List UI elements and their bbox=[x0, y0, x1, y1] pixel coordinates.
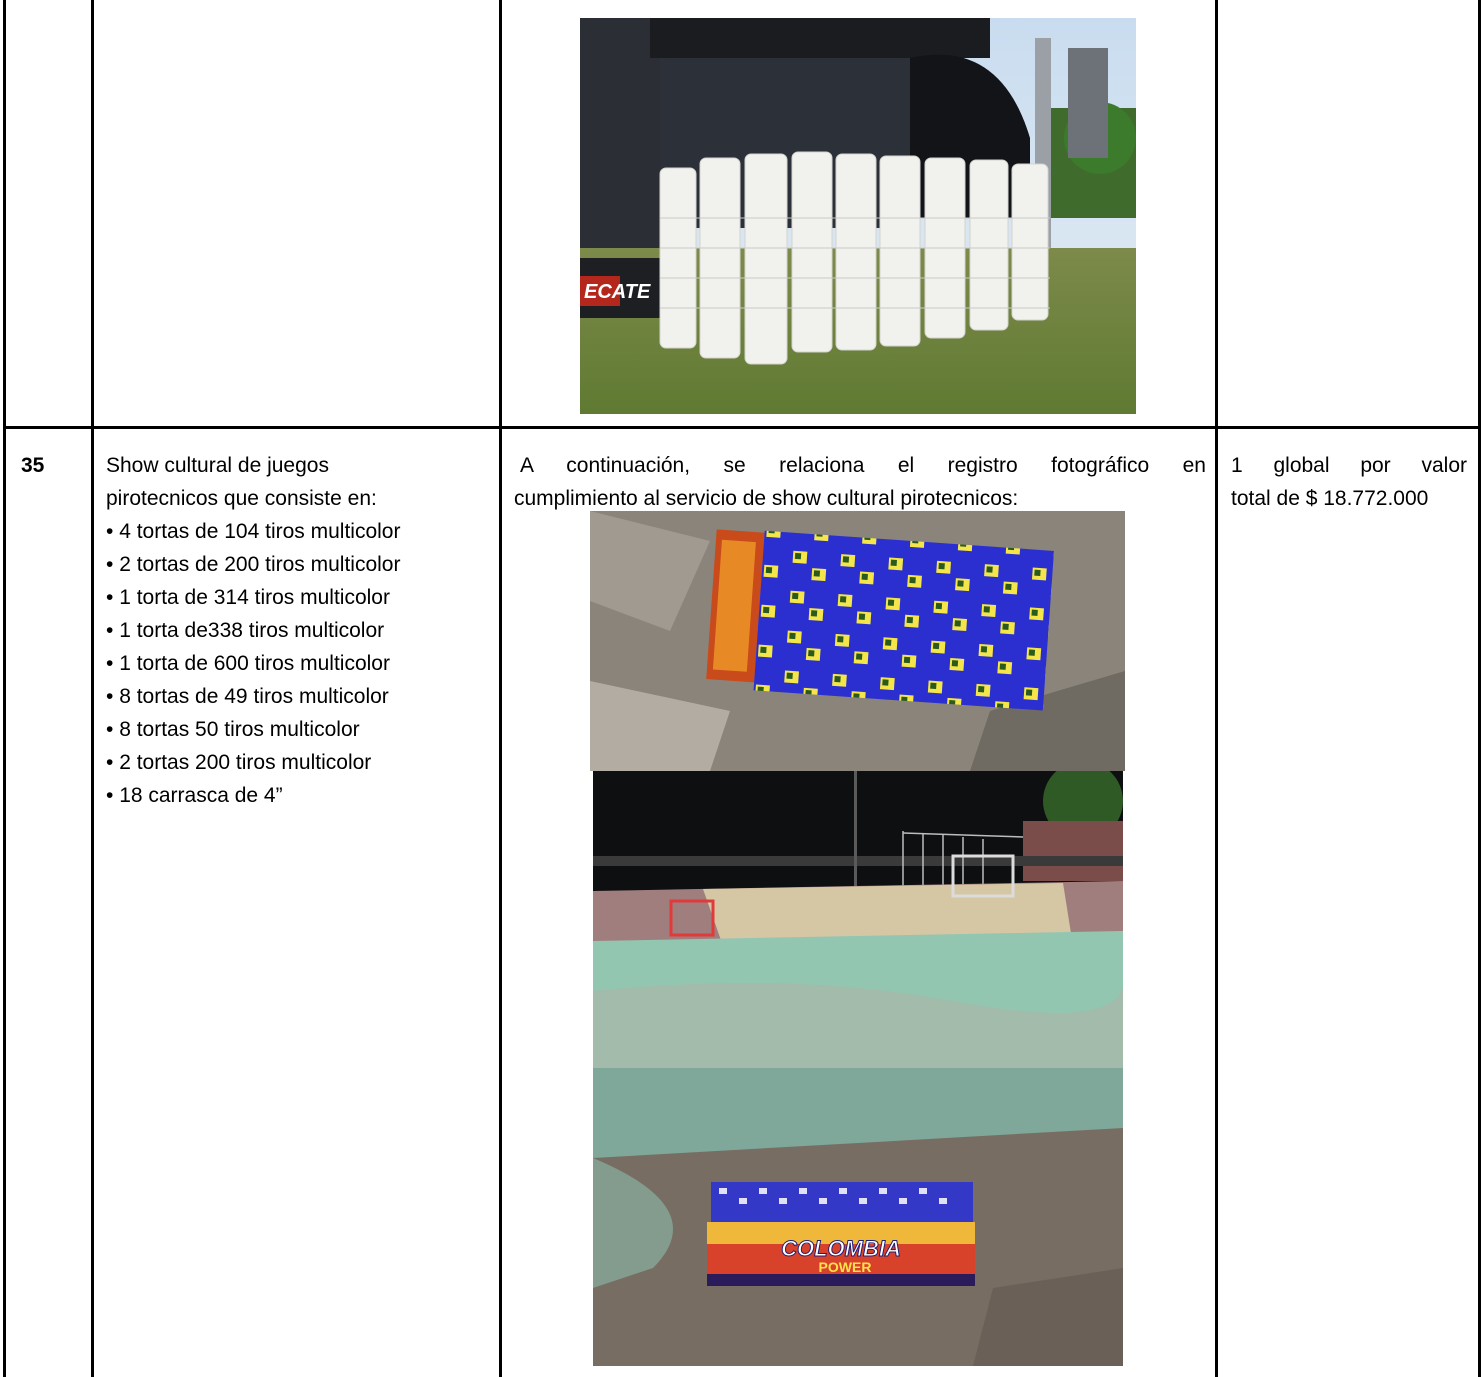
item-number: 35 bbox=[21, 454, 45, 477]
table-row-divider bbox=[3, 426, 1481, 429]
table-border-right bbox=[1478, 0, 1481, 1377]
description-line-1: Show cultural de juegos bbox=[106, 454, 329, 477]
item-description bbox=[106, 449, 486, 812]
list-item: • 1 torta de 600 tiros multicolor bbox=[106, 647, 486, 680]
item-value bbox=[1231, 449, 1467, 515]
table-border-col2 bbox=[499, 0, 502, 1377]
evidence-line-1: A continuación, se relaciona el registro fotográfico en bbox=[520, 454, 1206, 477]
photo-firework-box bbox=[590, 511, 1125, 771]
banner-text: ECATE bbox=[584, 281, 651, 303]
box-label-power: POWER bbox=[818, 1259, 872, 1275]
value-line-1: 1 global por valor bbox=[1231, 454, 1467, 477]
list-item: • 4 tortas de 104 tiros multicolor bbox=[106, 515, 486, 548]
list-item: • 2 tortas 200 tiros multicolor bbox=[106, 746, 486, 779]
photo-colombia-power-box bbox=[593, 1068, 1123, 1366]
evidence-line-2: cumplimiento al servicio de show cultural pirotecnicos: bbox=[514, 487, 1019, 510]
list-item: • 8 tortas 50 tiros multicolor bbox=[106, 713, 486, 746]
list-item: • 8 tortas de 49 tiros multicolor bbox=[106, 680, 486, 713]
photo-stacked-chairs bbox=[580, 18, 1136, 414]
description-items-list bbox=[106, 515, 486, 812]
photo-night-launch-area bbox=[593, 771, 1123, 1068]
box-label-colombia: COLOMBIA bbox=[781, 1236, 901, 1261]
list-item: • 1 torta de338 tiros multicolor bbox=[106, 614, 486, 647]
table-border-col3 bbox=[1215, 0, 1218, 1377]
table-border-left bbox=[3, 0, 6, 1377]
value-line-2: total de $ 18.772.000 bbox=[1231, 487, 1429, 510]
evidence-text bbox=[514, 449, 1206, 515]
list-item: • 18 carrasca de 4” bbox=[106, 779, 486, 812]
description-line-2: pirotecnicos que consiste en: bbox=[106, 487, 377, 510]
table-border-col1 bbox=[91, 0, 94, 1377]
list-item: • 1 torta de 314 tiros multicolor bbox=[106, 581, 486, 614]
list-item: • 2 tortas de 200 tiros multicolor bbox=[106, 548, 486, 581]
